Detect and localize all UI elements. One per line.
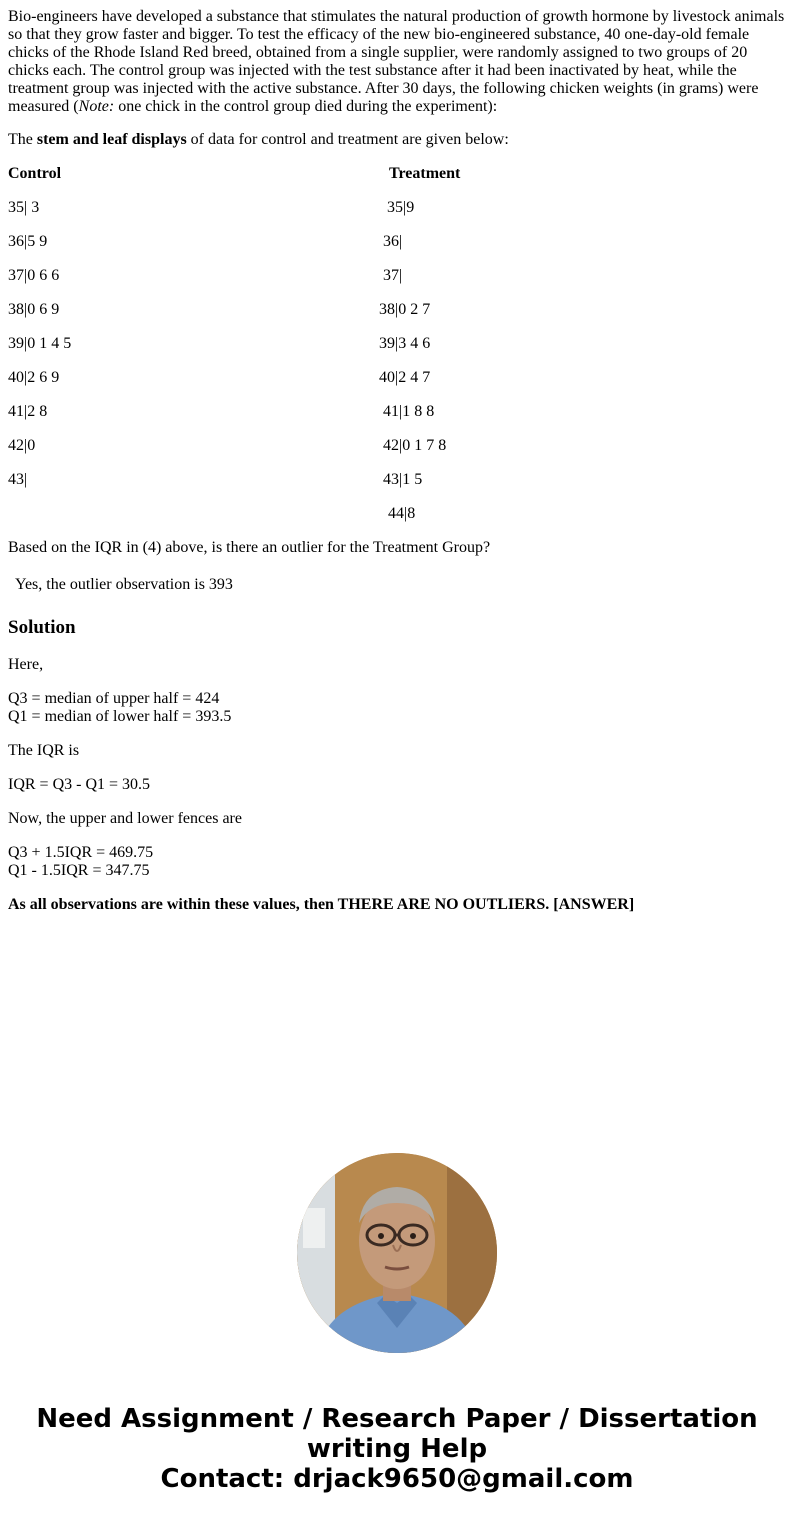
solution-heading: Solution [8,617,76,638]
stem-leaf-row [8,471,786,489]
stem-leaf-row [8,437,786,455]
author-photo-illustration [297,1153,497,1353]
stem-leaf-row [8,403,786,421]
control-header: Control [8,165,62,182]
control-row: 35| 3 [8,199,40,216]
iqr-intro: The IQR is [8,742,80,759]
control-row: 43| [8,471,28,488]
note-label: Note: [78,98,115,115]
problem-intro: Bio-engineers have developed a substance that stimulates the natural production of growth hormone by livestock animals so that they grow faster and bigger. To test the efficacy of the new bio-engineered substance, 40 one-day-old female chicks of the Rhode Island Red breed, obtained from a single supplier, were randomly assigned to two groups of 20 chicks each. The control group was injected with the test substance after it had been inactivated by heat, while the treatment group was injected with the active substance. After 30 days, the following chicken weights (in grams) were measured (Note: one chick in the control group died during the experiment): [8,8,785,115]
solution-here: Here, [8,656,44,673]
treatment-row: 42|0 1 7 8 [383,437,447,454]
upper-fence-line: Q3 + 1.5IQR = 469.75 [8,844,154,861]
author-avatar [297,1153,497,1353]
treatment-row: 39|3 4 6 [379,335,431,352]
q1-line: Q1 = median of lower half = 393.5 [8,708,232,725]
stem-leaf-row [8,267,786,285]
treatment-row: 35|9 [387,199,415,216]
question-text: Based on the IQR in (4) above, is there an outlier for the Treatment Group? [8,539,491,556]
stem-leaf-row [8,505,786,523]
given-answer: Yes, the outlier observation is 393 [15,576,233,593]
control-row: 39|0 1 4 5 [8,335,72,352]
fences-intro: Now, the upper and lower fences are [8,810,242,827]
stem-leaf-row [8,301,786,319]
q3-line: Q3 = median of upper half = 424 [8,690,220,707]
treatment-row: 40|2 4 7 [379,369,431,386]
conclusion: As all observations are within these values, then THERE ARE NO OUTLIERS. [ANSWER] [8,896,635,913]
stem-leaf-header-row [8,165,786,183]
treatment-row: 43|1 5 [383,471,423,488]
promo-line-2: writing Help [306,1434,488,1464]
promo-contact-line: Contact: drjack9650@gmail.com [160,1464,634,1494]
treatment-row: 44|8 [388,505,416,522]
control-row: 41|2 8 [8,403,48,420]
treatment-row: 36| [383,233,403,250]
promo-line-1: Need Assignment / Research Paper / Dissertation [36,1404,758,1434]
lower-fence-line: Q1 - 1.5IQR = 347.75 [8,862,150,879]
control-row: 36|5 9 [8,233,48,250]
treatment-row: 37| [383,267,403,284]
stem-leaf-row [8,335,786,353]
control-row: 38|0 6 9 [8,301,60,318]
control-row: 37|0 6 6 [8,267,60,284]
treatment-header: Treatment [389,165,461,182]
control-row: 40|2 6 9 [8,369,60,386]
stem-leaf-row [8,199,786,217]
stem-leaf-row [8,369,786,387]
treatment-row: 38|0 2 7 [379,301,431,318]
promo-footer [0,1404,794,1494]
control-row: 42|0 [8,437,36,454]
stem-leaf-row [8,233,786,251]
iqr-line: IQR = Q3 - Q1 = 30.5 [8,776,151,793]
stem-leaf-intro: The stem and leaf displays of data for control and treatment are given below: [8,131,509,148]
treatment-row: 41|1 8 8 [383,403,435,420]
